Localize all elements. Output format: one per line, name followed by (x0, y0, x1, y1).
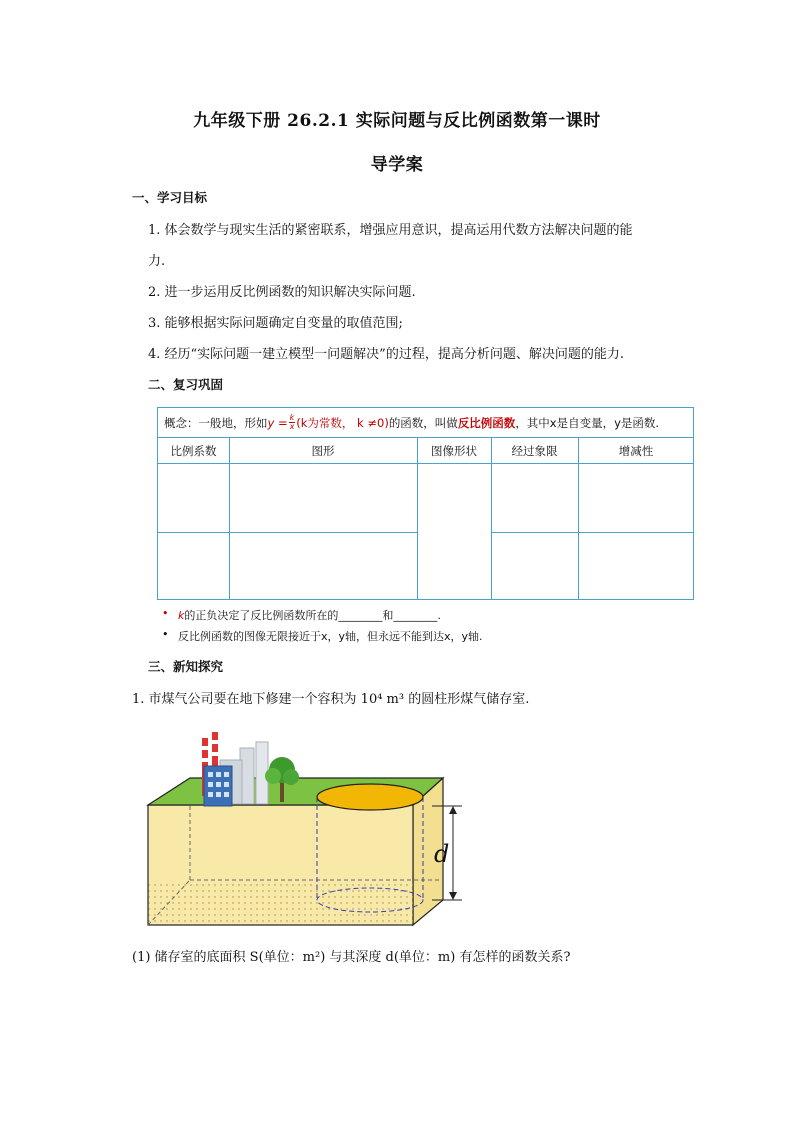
table-hline (491, 532, 694, 533)
header-coefficient: 比例系数 (170, 443, 217, 458)
doc-title-line2: 导学案 (370, 155, 424, 175)
note-1-k: k (178, 609, 185, 622)
concept-prefix: 概念：一般地，形如 (164, 415, 268, 430)
window (208, 772, 213, 777)
depth-arrow-head (449, 806, 457, 814)
concept-mid: 的函数，叫做 (388, 415, 458, 430)
section-review: 二、复习巩固 (148, 377, 224, 392)
objective-3: 3. 能够根据实际问题确定自变量的取值范围; (148, 316, 403, 331)
review-table (157, 407, 694, 600)
objective-4: 4. 经历“实际问题一建立模型一问题解决”的过程，提高分析问题、解决问题的能力. (148, 347, 624, 362)
note-2: 反比例函数的图像无限接近于x，y轴，但永远不能到达x，y轴. (178, 630, 483, 643)
depth-label: d (434, 840, 450, 868)
concept-term: 反比例函数 (457, 415, 516, 430)
doc-title-line1: 九年级下册 26.2.1 实际问题与反比例函数第一课时 (193, 111, 601, 131)
depth-arrow-head (449, 892, 457, 900)
problem-1: 1. 市煤气公司要在地下修建一个容积为 10⁴ m³ 的圆柱形煤气储存室. (132, 692, 530, 707)
objective-2: 2. 进一步运用反比例函数的知识解决实际问题. (148, 285, 416, 300)
section-explore: 三、新知探究 (148, 659, 224, 674)
section-objectives: 一、学习目标 (132, 190, 208, 205)
header-graph: 图形 (311, 443, 335, 458)
concept-suffix: ，其中x是自变量，y是函数. (515, 415, 660, 430)
table-hline (158, 463, 694, 464)
note-1-text: 的正负决定了反比例函数所在的________和________. (184, 609, 441, 622)
tree-crown (283, 769, 299, 785)
window (224, 782, 229, 787)
note-1 (178, 607, 441, 623)
window (224, 792, 229, 797)
window (208, 782, 213, 787)
fraction-numerator: k (289, 413, 295, 422)
chimney-stripe (202, 746, 208, 750)
tank-top (317, 784, 423, 810)
window (216, 782, 221, 787)
concept-condition: (k为常数， k ≠0) (296, 415, 389, 430)
cell-coefficient-negative[interactable] (159, 533, 228, 599)
window (208, 792, 213, 797)
cell-coefficient-positive[interactable] (159, 464, 228, 531)
concept-row (158, 408, 693, 438)
note-bullet-1: • (162, 607, 169, 620)
note-bullet-2: • (162, 628, 169, 641)
concept-fraction (289, 414, 296, 431)
sub-question-1: (1) 储存室的底面积 S(单位：m²) 与其深度 d(单位：m) 有怎样的函数关系? (132, 950, 571, 965)
concept-y-eq: y = (267, 415, 288, 430)
fraction-denominator: x (289, 422, 295, 431)
header-shape: 图像形状 (431, 443, 477, 458)
window (216, 772, 221, 777)
header-quadrants: 经过象限 (511, 443, 558, 458)
window (216, 792, 221, 797)
objective-1a: 1. 体会数学与现实生活的紧密联系，增强应用意识，提高运用代数方法解决问题的能 (148, 223, 633, 238)
gas-storage-illustration (140, 720, 480, 930)
tree-crown (265, 768, 281, 784)
chimney-stripe (212, 740, 218, 744)
chimney-stripe (212, 752, 218, 756)
window (224, 772, 229, 777)
header-monotonicity: 增减性 (618, 443, 654, 458)
chimney-stripe (202, 758, 208, 762)
objective-1b: 力. (148, 254, 166, 269)
